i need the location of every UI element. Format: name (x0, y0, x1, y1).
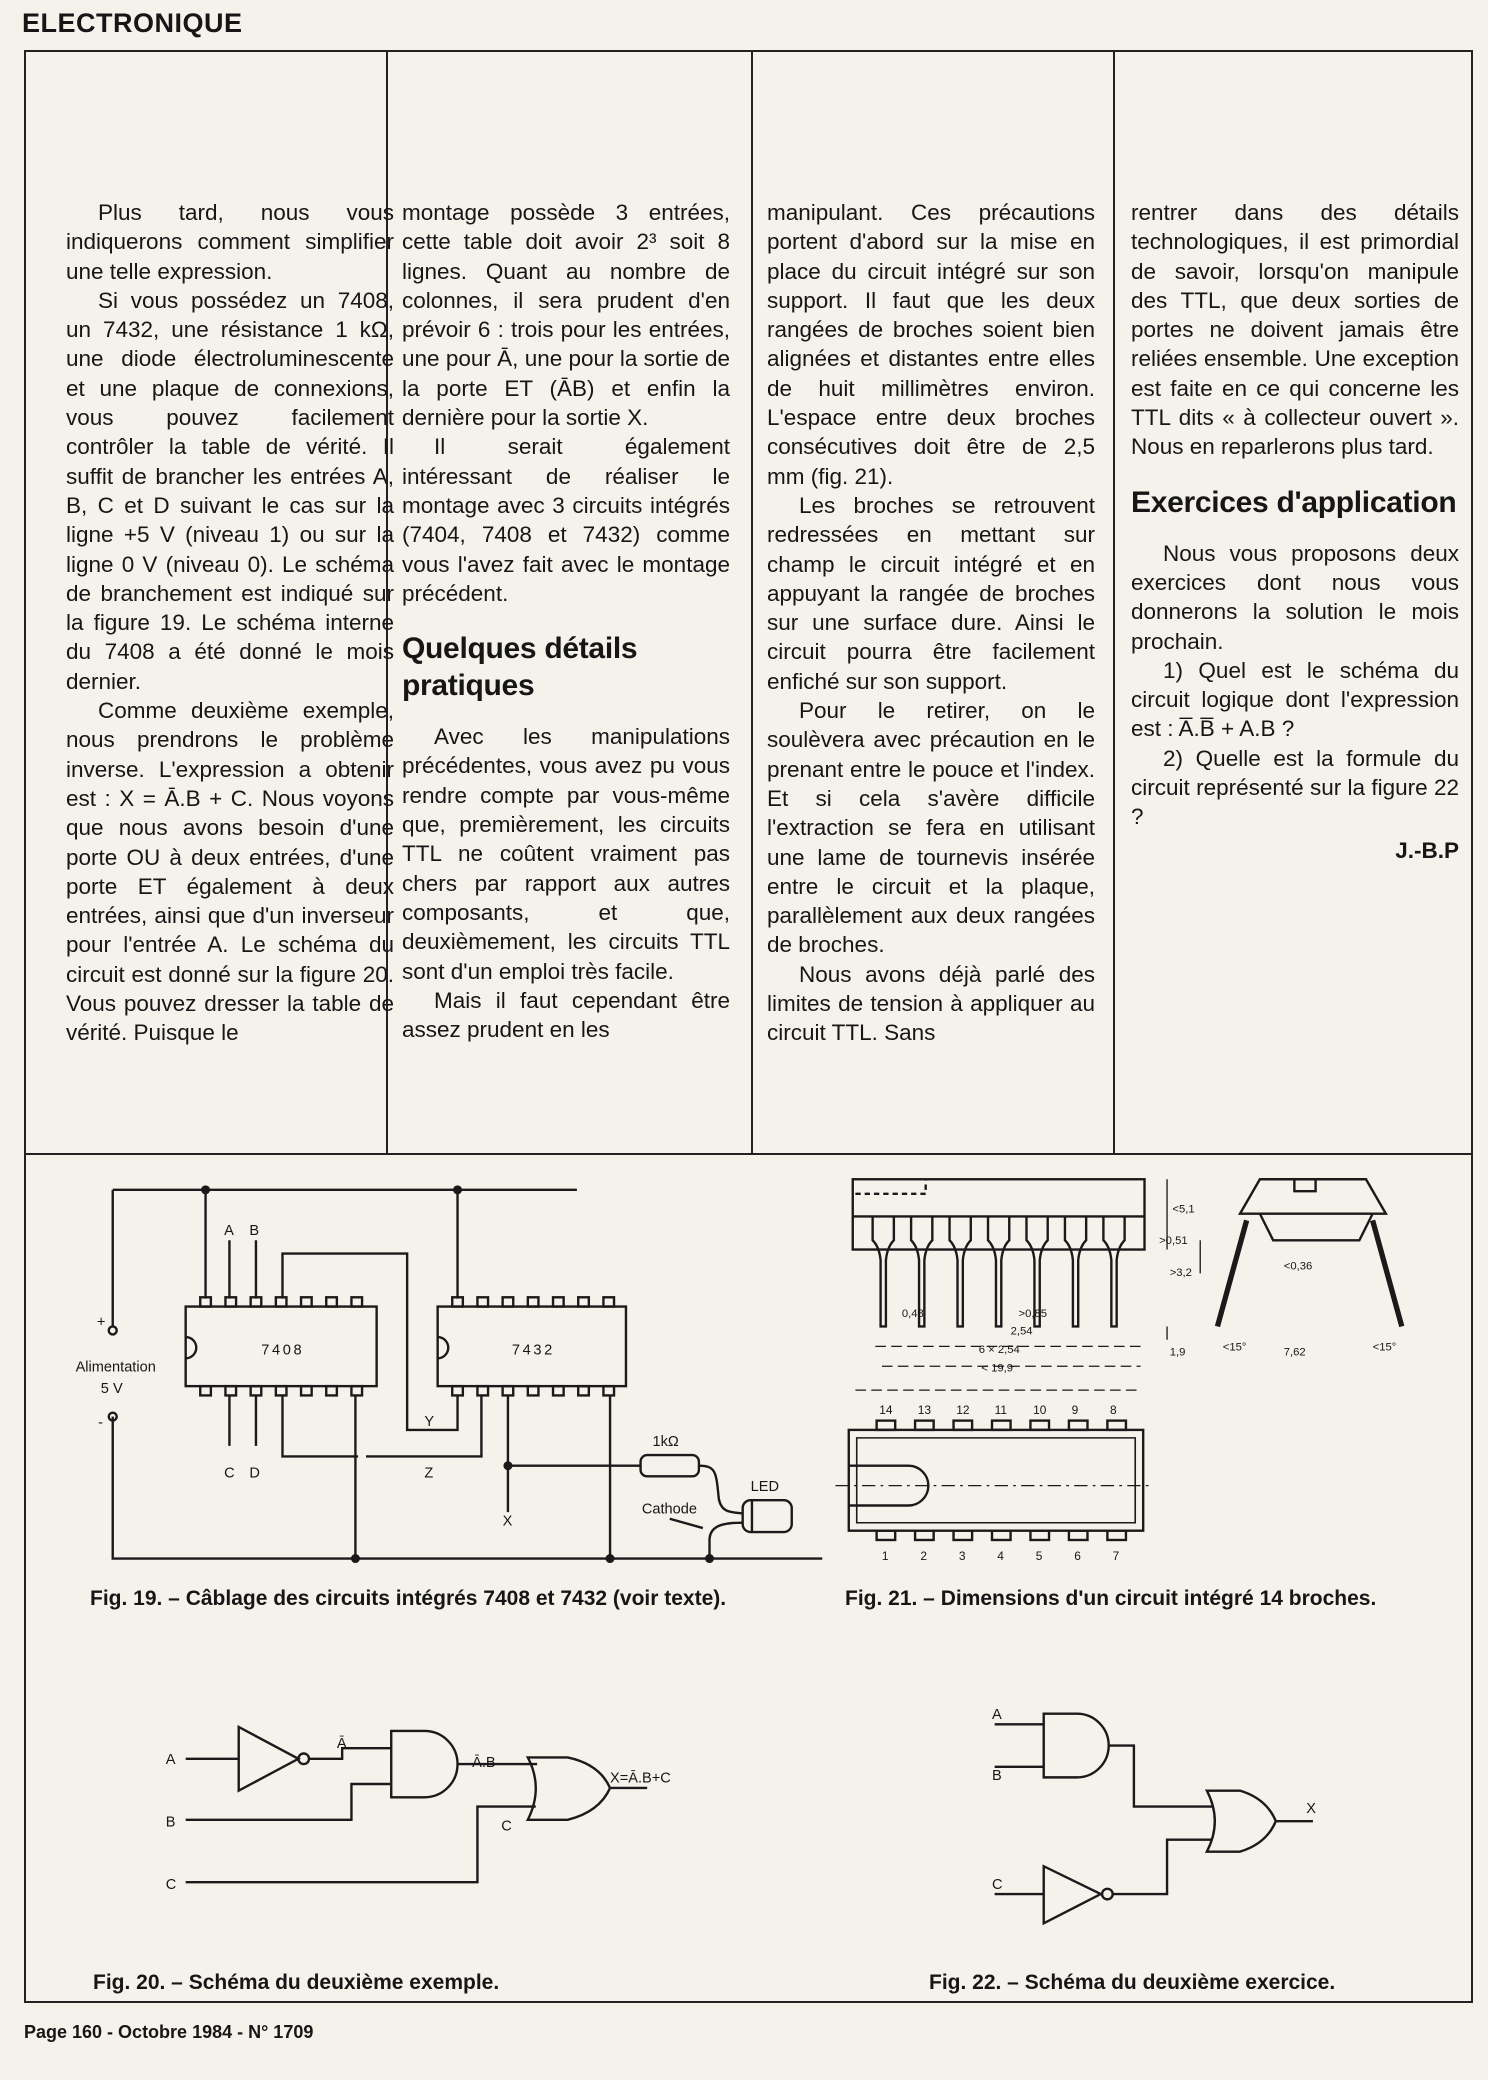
chip2-label: 7432 (511, 1342, 555, 1359)
ic-pin (351, 1297, 362, 1306)
and-gate (391, 1731, 457, 1797)
pin-number: 13 (917, 1402, 931, 1417)
paragraph: Nous avons déjà parlé des limites de tension à appliquer au circuit TTL. Sans (767, 961, 1095, 1046)
paragraph: Plus tard, nous vous indiquerons comment simplifier une telle expression. (66, 200, 394, 284)
ic-pin (528, 1386, 539, 1395)
dimension-label: 6 × 2,54 (978, 1343, 1020, 1356)
resistor-1k (641, 1455, 699, 1476)
fig20-caption: Fig. 20. – Schéma du deuxième exemple. (93, 1971, 500, 1994)
pin-number: 11 (994, 1402, 1008, 1417)
dimension-label: <15° (1372, 1341, 1397, 1354)
fig22-input-c: C (992, 1876, 1003, 1893)
ic-pin (954, 1531, 973, 1540)
paragraph: montage possède 3 entrées, cette table doit avoir 2³ soit 8 lignes. Quant au nombre de colonnes, il sera prudent d'en prévoir 6 : trois pour les entrées, une pour Ā, une pour la sortie de la porte ET (ĀB) et enfin la dernière pour la sortie X. (402, 200, 730, 431)
pin-number: 4 (997, 1548, 1004, 1563)
paragraph: manipulant. Ces précautions portent d'abord sur la mise en place du circuit intégré sur son support. Il faut que les deux rangées de broches soient bien alignées et distantes entre elles de huit millimètres environ. L'espace entre deux broches consécutives doit être de 2,5 mm (fig. 21). (767, 200, 1095, 489)
ic-pin (950, 1216, 971, 1326)
minus-label: - (98, 1415, 103, 1432)
label-c: C (224, 1465, 235, 1482)
page-footer: Page 160 - Octobre 1984 - N° 1709 (24, 2022, 314, 2042)
or-gate (1207, 1791, 1276, 1852)
ic-pin (915, 1531, 934, 1540)
ic-pin (251, 1297, 262, 1306)
ic-pin (503, 1297, 514, 1306)
fig20-logic-diagram (166, 1727, 671, 1893)
section-heading: Quelques détails pratiques (402, 632, 638, 703)
ic-pin (877, 1531, 896, 1540)
plus-label: + (96, 1314, 106, 1331)
ic-pin (1069, 1421, 1088, 1430)
dimension-label: >0,51 (1159, 1235, 1188, 1248)
dimension-label: >0,85 (1018, 1308, 1048, 1321)
ic-pin (477, 1297, 488, 1306)
ic-pin (954, 1421, 973, 1430)
paragraph: Il serait également intéressant de réaliser le montage avec 3 circuits intégrés (7404, 7408 et 7432) comme vous l'avez fait avec le montage précédent. (402, 434, 730, 606)
supply-label: Alimentation (75, 1359, 156, 1376)
dimension-label: >3,2 (1169, 1267, 1192, 1280)
ic-pin (603, 1297, 614, 1306)
label-y: Y (424, 1413, 435, 1430)
cathode-label: Cathode (641, 1501, 698, 1518)
ic-pin (301, 1297, 312, 1306)
ic-pin (553, 1297, 564, 1306)
ic-pin (578, 1297, 589, 1306)
pin-number: 6 (1074, 1548, 1081, 1563)
pin-number: 2 (920, 1548, 928, 1563)
ic-pin (477, 1386, 488, 1395)
pin-number: 1 (881, 1548, 889, 1563)
dimension-label: 1,9 (1169, 1346, 1186, 1359)
fig22-output-label: X (1306, 1801, 1317, 1818)
fig22-logic-diagram (992, 1707, 1316, 1923)
ic-pin (578, 1386, 589, 1395)
fig22-input-b: B (992, 1768, 1002, 1785)
author-signature: J.-B.P (1395, 837, 1459, 863)
ic-pin (1065, 1216, 1086, 1326)
fig21-caption: Fig. 21. – Dimensions d'un circuit intégré 14 broches. (845, 1587, 1377, 1610)
ic-pin (452, 1297, 463, 1306)
ic-pin (452, 1386, 463, 1395)
fig19-caption: Fig. 19. – Câblage des circuits intégrés 7408 et 7432 (voir texte). (90, 1587, 727, 1610)
pin-number: 7 (1112, 1548, 1120, 1563)
ic-pin (877, 1421, 896, 1430)
dimension-label: <0,36 (1283, 1260, 1313, 1273)
paragraph: Les broches se retrouvent redressées en mettant sur champ le circuit intégré et en appuyant la rangée de broches sur une surface dure. Ainsi le circuit pourra être facilement enfiché sur son support. (767, 492, 1095, 694)
fig22-caption: Fig. 22. – Schéma du deuxième exercice. (929, 1971, 1336, 1994)
label-x: X (502, 1513, 513, 1530)
ic-pin (251, 1386, 262, 1395)
fig20-c-label: C (501, 1818, 512, 1835)
ic-pin (276, 1386, 287, 1395)
ic-pin (200, 1386, 211, 1395)
ic-pin (326, 1386, 337, 1395)
led-label: LED (750, 1478, 779, 1495)
dimension-label: 0,48 (901, 1308, 924, 1321)
ic-pin (200, 1297, 211, 1306)
ic-pin (1069, 1531, 1088, 1540)
ic-pin (553, 1386, 564, 1395)
ic-pin (1107, 1531, 1126, 1540)
section-label: ELECTRONIQUE (22, 8, 243, 38)
label-z: Z (424, 1465, 434, 1482)
ic-pin (528, 1297, 539, 1306)
fig20-and-output-label: Ā.B (472, 1754, 496, 1771)
fig20-input-c: C (165, 1876, 177, 1893)
paragraph: Si vous possédez un 7408, un 7432, une résistance 1 kΩ, une diode électroluminescente et une plaque de connexions, vous pouvez facilement contrôler la table de vérité. Il suffit de brancher les entrées A, B, C et D suivant le cas sur la ligne +5 V (niveau 1) ou sur la ligne 0 V (niveau 0). Le schéma de branchement est indiqué sur la figure 19. Le schéma interne du 7408 a été donné le mois dernier. (66, 287, 394, 694)
dimension-label: 2,54 (1010, 1325, 1033, 1338)
ic-pin (326, 1297, 337, 1306)
fig20-not-a-label: Ā (336, 1736, 347, 1753)
dimension-label: 7,62 (1283, 1346, 1306, 1359)
paragraph: Mais il faut cependant être assez prudent en les (402, 987, 730, 1043)
ic-pin (503, 1386, 514, 1395)
ic-pin (992, 1421, 1011, 1430)
label-b: B (249, 1222, 260, 1239)
ic-pin (992, 1531, 1011, 1540)
section-heading: Exercices d'application (1131, 485, 1457, 519)
paragraph: 1) Quel est le schéma du circuit logique dont l'expression est : A̅.B̅ + A.B ? (1131, 657, 1459, 742)
fig20-output-label: X=Ā.B+C (610, 1770, 671, 1787)
fig20-input-a: A (165, 1752, 176, 1769)
paragraph: Pour le retirer, on le soulèvera avec précaution en le prenant entre le pouce et l'index. Et si cela s'avère difficile l'extraction se fera en utilisant une lame de tournevis insérée entre le circuit et la plaque, parallèlement aux deux rangées de broches. (767, 698, 1095, 958)
label-d: D (249, 1465, 260, 1482)
chip1-label: 7408 (261, 1342, 305, 1359)
label-a: A (224, 1222, 234, 1239)
paragraph: Nous vous proposons deux exercices dont nous vous donnerons la solution le mois prochain. (1131, 540, 1459, 654)
fig20-input-b: B (165, 1814, 176, 1831)
pin-number: 9 (1071, 1402, 1079, 1417)
ic-pin (988, 1216, 1009, 1326)
pin-number: 10 (1033, 1402, 1047, 1417)
paragraph: Comme deuxième exemple, nous prendrons le problème inverse. L'expression a obtenir est : X = Ā.B + C. Nous voyons que nous avons besoin d'une porte OU à deux entrées, d'une porte ET également à deux entrées, ainsi que d'un inverseur pour l'entrée A. Le schéma du circuit est donné sur la figure 20. Vous pouvez dresser la table de vérité. Puisque le (66, 698, 394, 1046)
pin-number: 12 (956, 1402, 970, 1417)
ic-pin (351, 1386, 362, 1395)
ic-pin (915, 1421, 934, 1430)
dimension-label: < 19,9 (981, 1362, 1014, 1375)
paragraph: Avec les manipulations précédentes, vous avez pu vous rendre compte par vous-même que, premièrement, les circuits TTL ne coûtent vraiment pas chers par rapport aux autres composants, et que, deuxièmement, les circuits TTL sont d'un emploi très facile. (402, 724, 730, 984)
dimension-label: <15° (1222, 1341, 1247, 1354)
paragraph: rentrer dans des détails technologiques, il est primordial de savoir, lorsqu'on manipule des TTL, que deux sorties de portes ne doivent jamais être reliées ensemble. Une exception est faite en ce qui concerne les TTL dits « à collecteur ouvert ». Nous en reparlerons plus tard. (1131, 200, 1459, 460)
pin-number: 14 (879, 1402, 893, 1417)
plus-terminal (109, 1326, 117, 1334)
ic-pin (873, 1216, 894, 1326)
led (743, 1500, 792, 1532)
fig21-ic-dimensions (836, 1179, 1402, 1563)
paragraph: 2) Quelle est la formule du circuit représenté sur la figure 22 ? (1131, 745, 1459, 830)
ic-pin (276, 1297, 287, 1306)
dimension-label: <5,1 (1172, 1203, 1195, 1216)
ic-pin (1030, 1421, 1049, 1430)
ic-pin (603, 1386, 614, 1395)
ic-pin (225, 1297, 236, 1306)
pin-number: 5 (1035, 1548, 1043, 1563)
ic-pin (301, 1386, 312, 1395)
ic-pin (1103, 1216, 1124, 1326)
resistor-label: 1kΩ (652, 1433, 679, 1450)
ic-pin (225, 1386, 236, 1395)
fig19-wiring-diagram (76, 1187, 823, 1562)
pin-number: 3 (958, 1548, 966, 1563)
supply-voltage-label: 5 V (100, 1380, 123, 1397)
ic-pin (1107, 1421, 1126, 1430)
or-gate (528, 1757, 610, 1819)
ic-pin (1030, 1531, 1049, 1540)
fig22-input-a: A (992, 1707, 1002, 1724)
and-gate (1044, 1714, 1109, 1778)
pin-number: 8 (1110, 1402, 1117, 1417)
